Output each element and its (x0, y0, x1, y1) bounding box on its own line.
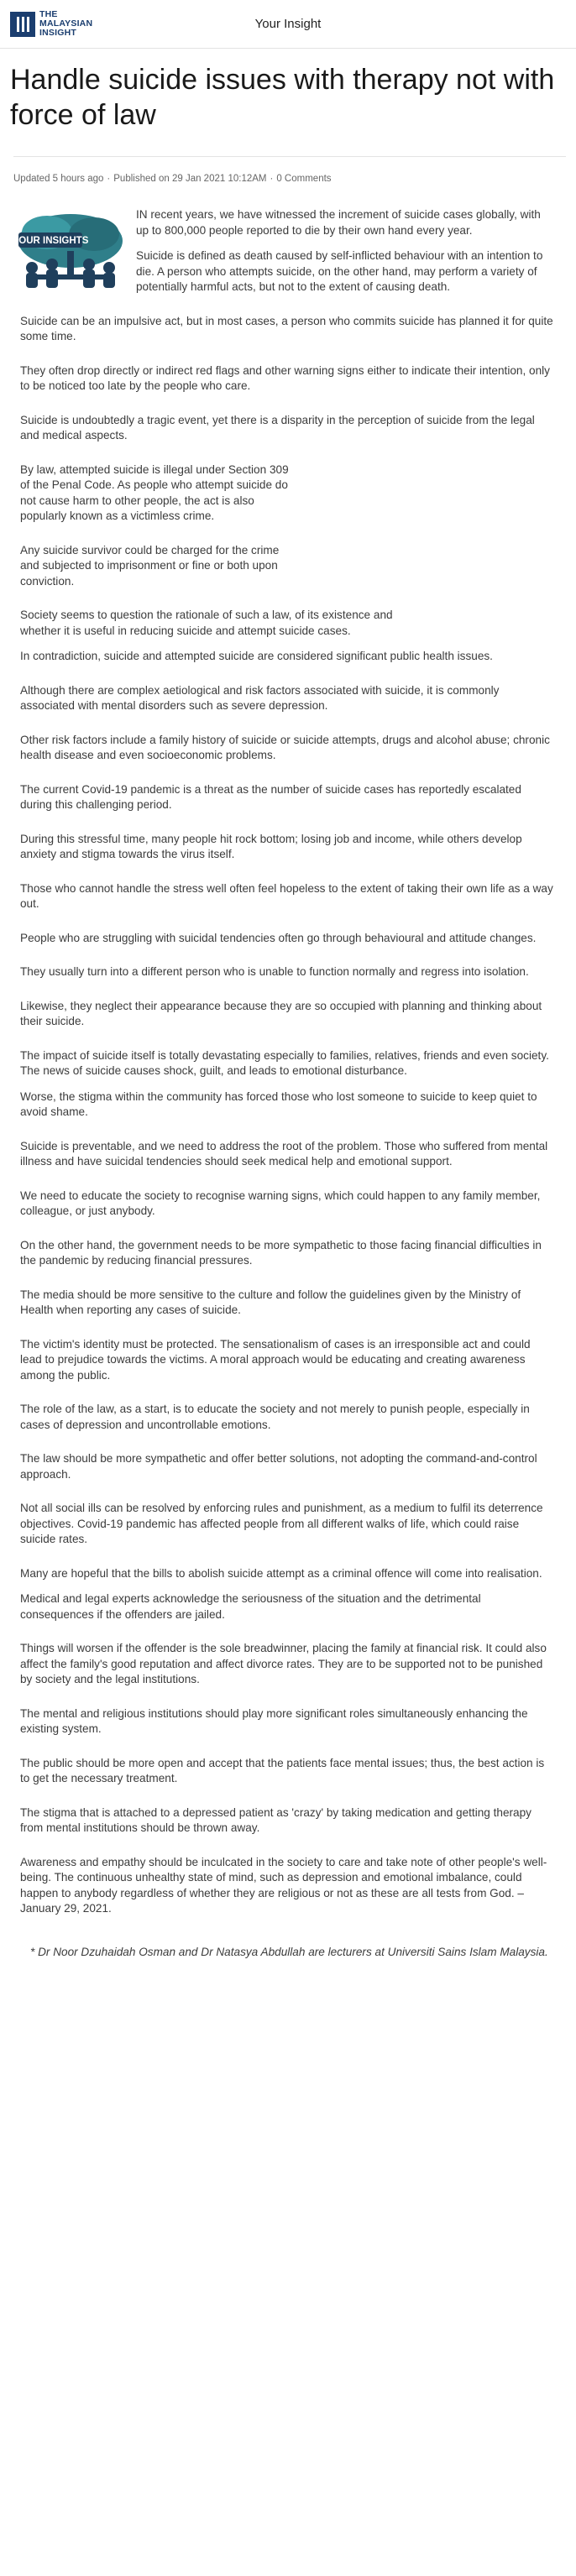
paragraph-6: By law, attempted suicide is illegal under Section 309 of the Penal Code. As people who attempt suicide do not cause harm to other people, the act is also popularly known as a victimless crime. (20, 462, 289, 522)
paragraph-12: The current Covid-19 pandemic is a threat as the number of suicide cases has reportedly escalated during this challenging period. (20, 782, 521, 811)
paragraph-16: They usually turn into a different person who is unable to function normally and regress into isolation. (20, 965, 529, 978)
paragraph-21: We need to educate the society to recognise warning signs, which could happen to any family member, colleague, or just anybody. (20, 1189, 541, 1217)
paragraph-11: Other risk factors include a family history of suicide or suicide attempts, drugs and alcohol abuse; chronic health disease and even socioeconomic problems. (20, 733, 550, 761)
comments-count[interactable]: 0 Comments (276, 174, 332, 184)
paragraph-32: The public should be more open and accept that the patients face mental issues; thus, the best action is to get the necessary treatment. (20, 1756, 545, 1784)
paragraph-1: IN recent years, we have witnessed the increment of suicide cases globally, with up to 800,000 people reported to die by their own hand every year. (136, 208, 541, 237)
paragraph-34: Awareness and empathy should be inculcated in the society to care and take note of other people's well-being. The continuous unhealthy state of mind, such as depression and emotional imbalance, could happen to anybody regardless of whether they are religious or not as these are all tests from God. – January 29, 2021. (20, 1855, 547, 1915)
paragraph-3: Suicide can be an impulsive act, but in most cases, a person who commits suicide has planned it for quite some time. (20, 314, 553, 342)
paragraph-29: Medical and legal experts acknowledge the seriousness of the situation and the detrimental consequences if the offenders are jailed. (20, 1592, 481, 1621)
paragraph-17: Likewise, they neglect their appearance because they are so occupied with planning and thinking about their suicide. (20, 999, 542, 1027)
paragraph-15: People who are struggling with suicidal tendencies often go through behavioural and attitude changes. (20, 931, 537, 944)
paragraph-28: Many are hopeful that the bills to abolish suicide attempt as a criminal offence will come into realisation. (20, 1566, 542, 1580)
paragraph-7: Any suicide survivor could be charged for the crime and subjected to imprisonment or fine or both upon conviction. (20, 543, 280, 588)
article-body (13, 207, 554, 1917)
logo-line-2: MALAYSIAN (39, 18, 93, 29)
paragraph-8: Society seems to question the rationale of such a law, of its existence and whether it is useful in reducing suicide and attempt suicide cases. (20, 609, 393, 637)
paragraph-26: The law should be more sympathetic and offer better solutions, not adopting the command-and-control approach. (20, 1452, 537, 1481)
paragraph-31: The mental and religious institutions should play more significant roles simultaneously enhancing the existing system. (20, 1706, 528, 1735)
paragraph-18: The impact of suicide itself is totally devastating especially to families, relatives, friends and even society. The news of suicide causes shock, guilt, and leads to emotional disturbance. (20, 1048, 549, 1077)
paragraph-30: Things will worsen if the offender is the sole breadwinner, placing the family at financial risk. It could also affect the family's good reputation and affect divorce rates. They are to be supported not to be punished by society and the legal institutions. (20, 1642, 547, 1685)
your-insights-badge (13, 207, 128, 291)
paragraph-24: The victim's identity must be protected. The sensationalism of cases is an irresponsible act and could lead to prejudice towards the victims. A moral approach would be educating and creating awareness among the public. (20, 1337, 531, 1382)
logo-line-3: INSIGHT (39, 28, 76, 38)
paragraph-2: Suicide is defined as death caused by self-inflicted behaviour with an intention to die. A person who attempts suicide, on the other hand, may perform a variety of potentially harmful acts, but not to the extent of causing death. (136, 249, 543, 293)
paragraph-10: Although there are complex aetiological and risk factors associated with suicide, it is commonly associated with mental disorders such as severe depression. (20, 683, 500, 712)
paragraph-4: They often drop directly or indirect red flags and other warning signs either to indicate their intention, only to be noticed too late by the people who care. (20, 363, 550, 392)
paragraph-22: On the other hand, the government needs to be more sympathetic to those facing financial difficulties in the pandemic by reducing financial pressures. (20, 1238, 542, 1267)
badge-label: YOUR INSIGHTS (13, 236, 89, 246)
section-title[interactable]: Your Insight (254, 17, 322, 31)
paragraph-14: Those who cannot handle the stress well often feel hopeless to the extent of taking their own life as a way out. (20, 881, 553, 910)
article-meta: Updated 5 hours ago · Published on 29 Jan 2021 10:12AM · 0 Comments (13, 156, 566, 184)
paragraph-19: Worse, the stigma within the community has forced those who lost someone to suicide to keep quiet to avoid shame. (20, 1089, 537, 1118)
site-header (0, 0, 576, 49)
paragraph-25: The role of the law, as a start, is to educate the society and not merely to punish people, especially in cases of depression and uncontrollable emotions. (20, 1403, 530, 1431)
your-insights-illustration (13, 207, 128, 291)
paragraph-13: During this stressful time, many people hit rock bottom; losing job and income, while others develop anxiety and stigma towards the virus itself. (20, 832, 522, 860)
logo-line-1: THE (39, 9, 58, 19)
paragraph-27: Not all social ills can be resolved by enforcing rules and punishment, as a medium to fulfil its deterrence objectives. Covid-19 pandemic has affected people from all different walks of life, which could raise suicide rates. (20, 1502, 543, 1545)
paragraph-33: The stigma that is attached to a depressed patient as 'crazy' by taking medication and getting therapy from mental institutions should be thrown away. (20, 1805, 531, 1834)
article-title: Handle suicide issues with therapy not with force of law (10, 64, 555, 131)
paragraph-9: In contradiction, suicide and attempted suicide are considered significant public health issues. (20, 650, 493, 662)
paragraph-5: Suicide is undoubtedly a tragic event, yet there is a disparity in the perception of suicide from the legal and medical aspects. (20, 413, 535, 442)
published-date: Published on 29 Jan 2021 10:12AM (113, 174, 267, 184)
author-footnote: * Dr Noor Dzuhaidah Osman and Dr Natasya Abdullah are lecturers at Universiti Sains Islam Malaysia. (30, 1945, 548, 1958)
paragraph-20: Suicide is preventable, and we need to address the root of the problem. Those who suffered from mental illness and have suicidal tendencies should seek medical help and emotional support. (20, 1139, 548, 1168)
updated-time: Updated 5 hours ago (13, 174, 104, 184)
paragraph-23: The media should be more sensitive to the culture and follow the guidelines given by the Ministry of Health when reporting any cases of suicide. (20, 1288, 521, 1316)
